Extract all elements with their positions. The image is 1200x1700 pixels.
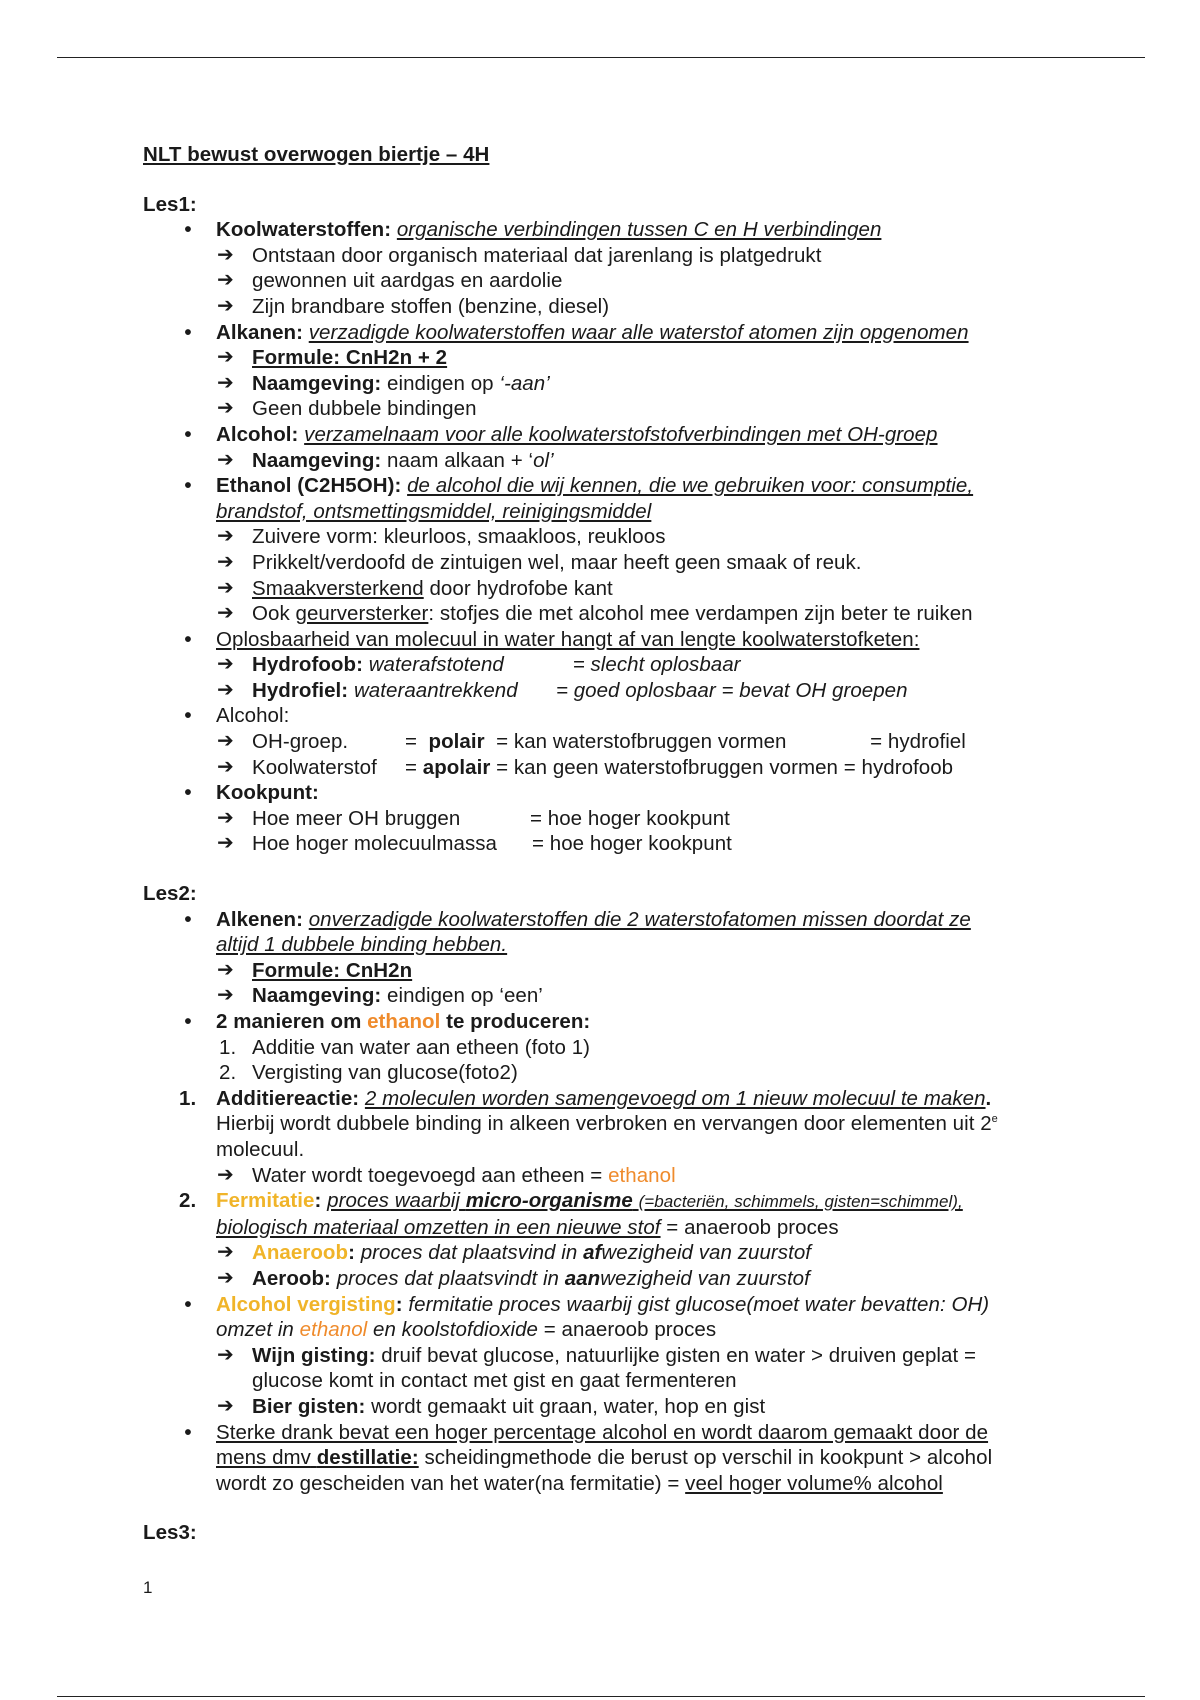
list-item: 1. Additie van water aan etheen (foto 1) (219, 1035, 591, 1059)
bullet-icon: • (184, 781, 192, 805)
list-item: ➔ Koolwaterstof = apolair = kan geen waterstofbruggen vormen = hydrofoob (217, 755, 954, 779)
list-item: • Oplosbaarheid van molecuul in water hangt af van lengte koolwaterstofketen: (143, 627, 1103, 653)
arrow-icon: ➔ (217, 1241, 234, 1264)
list-item: ➔ Naamgeving: eindigen op ‘een’ (217, 984, 543, 1008)
list-item-continuation: Hierbij wordt dubbele binding in alkeen verbroken en vervangen door elementen uit 2e (216, 1112, 998, 1136)
arrow-icon: ➔ (217, 806, 234, 829)
arrow-icon: ➔ (217, 576, 234, 599)
list-item-continuation: omzet in ethanol en koolstofdioxide = anaeroob proces (216, 1318, 717, 1342)
arrow-icon: ➔ (217, 397, 234, 420)
list-item: ➔ Naamgeving: naam alkaan + ‘ol’ (217, 448, 554, 472)
arrow-icon: ➔ (217, 269, 234, 292)
list-item-continuation: glucose komt in contact met gist en gaat fermenteren (252, 1369, 737, 1393)
arrow-icon: ➔ (217, 346, 234, 369)
list-item: • Alcohol: (143, 703, 1103, 729)
list-item: ➔ Geen dubbele bindingen (217, 397, 477, 421)
arrow-icon: ➔ (217, 1343, 234, 1366)
list-item-continuation: biologisch materiaal omzetten in een nieuwe stof = anaeroob proces (216, 1215, 839, 1239)
list-item: ➔ Hydrofiel: wateraantrekkend = goed oplosbaar = bevat OH groepen (217, 678, 908, 702)
list-item: ➔ Hydrofoob: waterafstotend = slecht oplosbaar (217, 653, 741, 677)
section-heading-les1: Les1: (143, 192, 197, 216)
bullet-icon: • (184, 1292, 192, 1316)
arrow-icon: ➔ (217, 525, 234, 548)
list-item: ➔ Prikkelt/verdoofd de zintuigen wel, maar heeft geen smaak of reuk. (217, 550, 862, 574)
arrow-icon: ➔ (217, 678, 234, 701)
list-item: • Sterke drank bevat een hoger percentage alcohol en wordt daarom gemaakt door de (143, 1420, 1103, 1446)
list-item: • 2 manieren om ethanol te produceren: (143, 1009, 1103, 1035)
bullet-icon: • (184, 320, 192, 344)
arrow-icon: ➔ (217, 653, 234, 676)
arrow-icon: ➔ (217, 448, 234, 471)
arrow-icon: ➔ (217, 550, 234, 573)
arrow-icon: ➔ (217, 243, 234, 266)
list-item: ➔ OH-groep. = polair = kan waterstofbruggen vormen = hydrofiel (217, 730, 966, 754)
list-item-continuation: altijd 1 dubbele binding hebben. (216, 933, 508, 957)
arrow-icon: ➔ (217, 984, 234, 1007)
list-item-continuation: mens dmv destillatie: scheidingmethode die berust op verschil in kookpunt > alcohol (216, 1446, 993, 1470)
list-item: ➔ Aeroob: proces dat plaatsvindt in aanwezigheid van zuurstof (217, 1266, 810, 1290)
arrow-icon: ➔ (217, 1266, 234, 1289)
arrow-icon: ➔ (217, 371, 234, 394)
bullet-icon: • (184, 704, 192, 728)
arrow-icon: ➔ (217, 1163, 234, 1186)
list-item: • Alkenen: onverzadigde koolwaterstoffen die 2 waterstofatomen missen doordat ze (143, 907, 1103, 933)
list-item-continuation: wordt zo gescheiden van het water(na fermitatie) = veel hoger volume% alcohol (216, 1471, 943, 1495)
arrow-icon: ➔ (217, 755, 234, 778)
arrow-icon: ➔ (217, 832, 234, 855)
bullet-icon: • (184, 422, 192, 446)
list-item-continuation: molecuul. (216, 1137, 305, 1161)
list-item: 2. Fermitatie: proces waarbij micro-organisme (=bacteriën, schimmels, gisten=schimmel), (179, 1189, 963, 1213)
list-item: • Ethanol (C2H5OH): de alcohol die wij kennen, die we gebruiken voor: consumptie, (143, 473, 1103, 499)
list-item: • Alkanen: verzadigde koolwaterstoffen waar alle waterstof atomen zijn opgenomen (143, 320, 1103, 346)
list-item: ➔ Hoe hoger molecuulmassa = hoe hoger kookpunt (217, 832, 732, 856)
list-item: ➔ Ook geurversterker: stofjes die met alcohol mee verdampen zijn beter te ruiken (217, 602, 973, 626)
list-item: ➔ gewonnen uit aardgas en aardolie (217, 269, 563, 293)
list-item: ➔ Zijn brandbare stoffen (benzine, diesel) (217, 294, 610, 318)
bullet-icon: • (184, 1420, 192, 1444)
list-item: ➔ Formule: CnH2n + 2 (217, 346, 448, 370)
list-item: • Alcohol: verzamelnaam voor alle koolwaterstofstofverbindingen met OH-groep (143, 422, 1103, 448)
arrow-icon: ➔ (217, 958, 234, 981)
bullet-icon: • (184, 218, 192, 242)
list-item: • Koolwaterstoffen: organische verbindingen tussen C en H verbindingen (143, 217, 1103, 243)
document-body (143, 142, 1103, 1546)
bullet-icon: • (184, 1010, 192, 1033)
bottom-rule (57, 1696, 1145, 1697)
page-title: NLT bewust overwogen biertje – 4H (143, 143, 490, 166)
bullet-icon: • (184, 474, 192, 498)
arrow-icon: ➔ (217, 294, 234, 317)
list-item: • Kookpunt: (143, 780, 1103, 806)
page-number: 1 (143, 1578, 153, 1597)
list-item: 1. Additiereactie: 2 moleculen worden samengevoegd om 1 nieuw molecuul te maken. (179, 1086, 992, 1110)
arrow-icon: ➔ (217, 1394, 234, 1417)
section-heading-les2: Les2: (143, 882, 197, 906)
list-item: ➔ Bier gisten: wordt gemaakt uit graan, water, hop en gist (217, 1394, 766, 1418)
list-item: ➔ Anaeroob: proces dat plaatsvind in afwezigheid van zuurstof (217, 1241, 812, 1265)
list-item: ➔ Formule: CnH2n (217, 958, 413, 982)
section-heading-les3: Les3: (143, 1521, 197, 1545)
list-item: 2. Vergisting van glucose(foto2) (219, 1061, 518, 1085)
arrow-icon: ➔ (217, 602, 234, 625)
list-item: ➔ Smaakversterkend door hydrofobe kant (217, 576, 613, 600)
list-item: ➔ Ontstaan door organisch materiaal dat jarenlang is platgedrukt (217, 243, 822, 267)
list-item: ➔ Wijn gisting: druif bevat glucose, natuurlijke gisten en water > druiven geplat = (217, 1343, 976, 1367)
list-item: • Alcohol vergisting: fermitatie proces waarbij gist glucose(moet water bevatten: OH) (143, 1292, 1103, 1318)
list-item: ➔ Hoe meer OH bruggen = hoe hoger kookpunt (217, 806, 730, 830)
arrow-icon: ➔ (217, 730, 234, 753)
top-rule (57, 57, 1145, 58)
list-item: ➔ Naamgeving: eindigen op ‘-aan’ (217, 371, 550, 395)
list-item: ➔ Zuivere vorm: kleurloos, smaakloos, reukloos (217, 525, 666, 549)
list-item-continuation: brandstof, ontsmettingsmiddel, reinigingsmiddel (216, 499, 652, 523)
bullet-icon: • (184, 907, 192, 931)
list-item: ➔ Water wordt toegevoegd aan etheen = ethanol (217, 1163, 676, 1187)
bullet-icon: • (184, 627, 192, 651)
